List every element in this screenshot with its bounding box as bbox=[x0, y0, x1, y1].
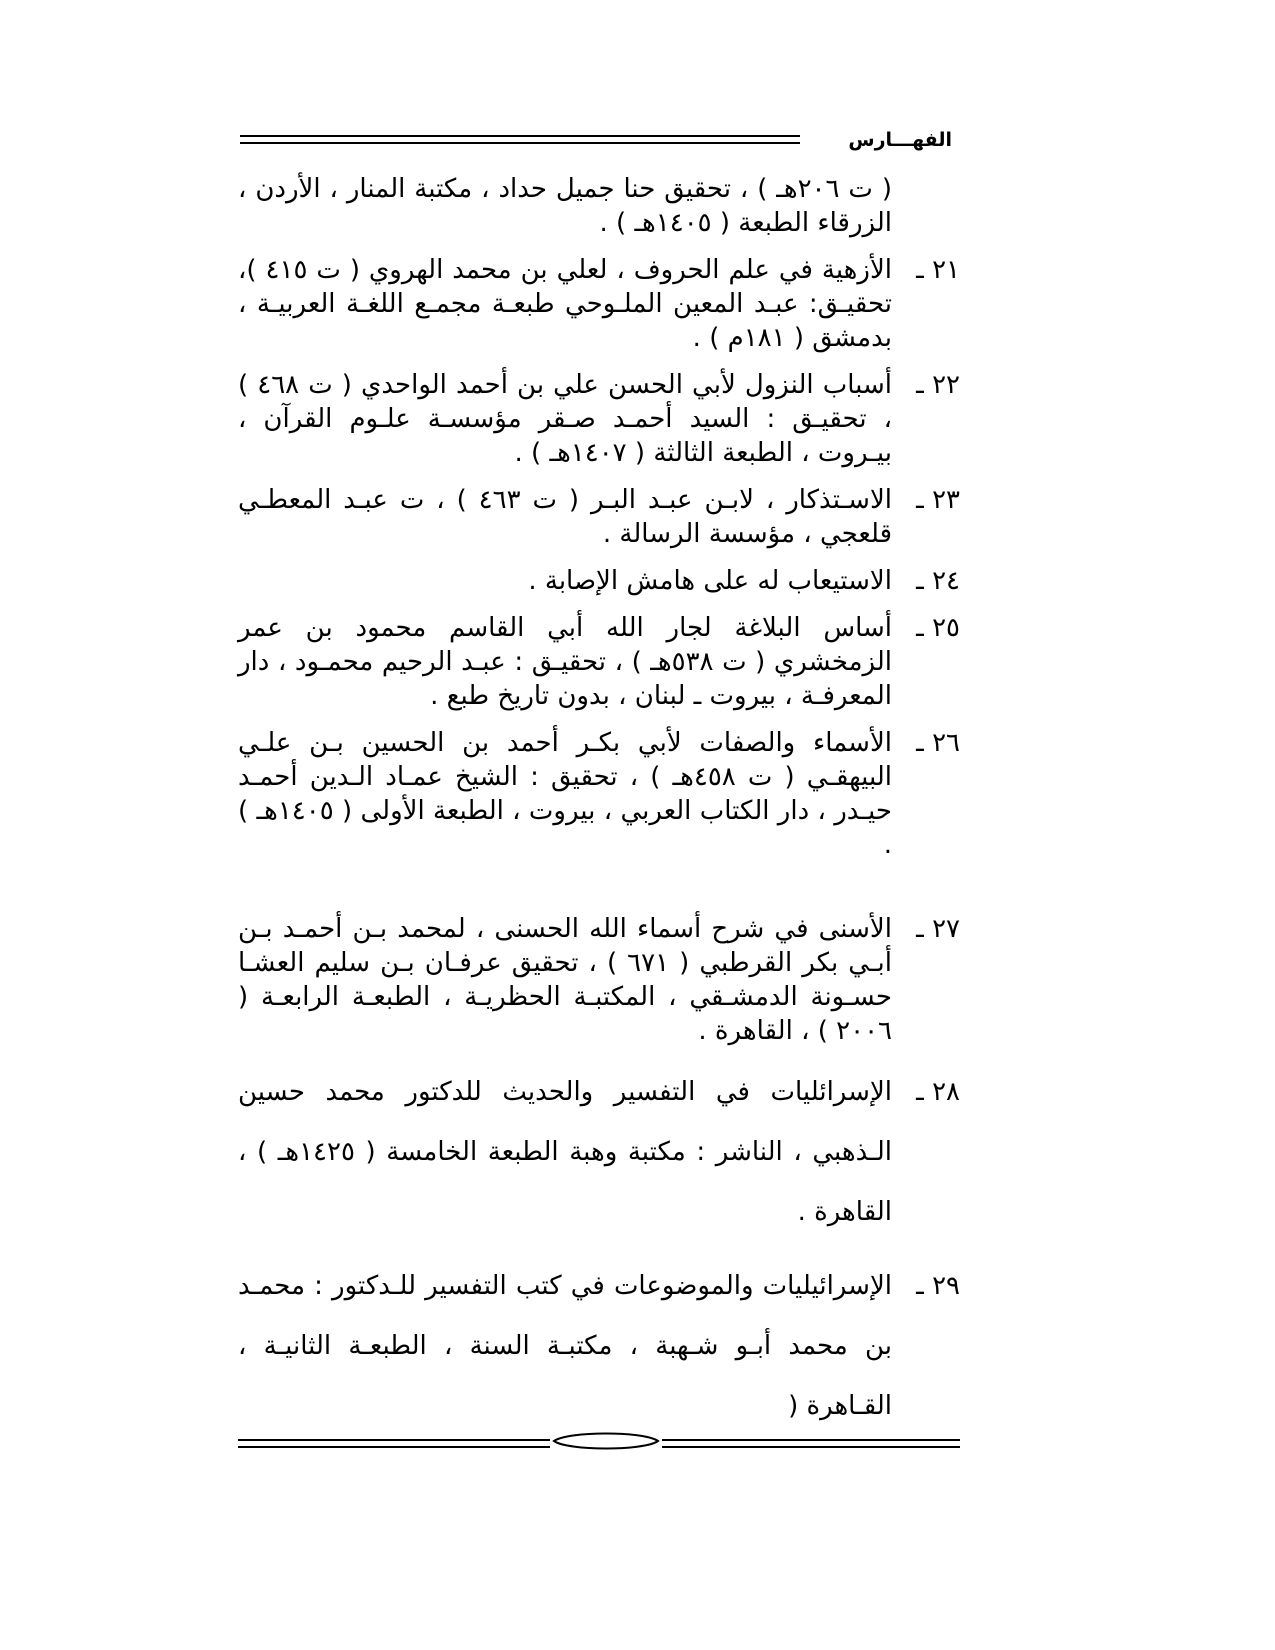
footer-double-rule-right bbox=[662, 1439, 960, 1448]
entry-text: الأسنى في شرح أسماء الله الحسنى ، لمحمد بـن أحمـد بـن أبـي بكر القرطبي ( ٦٧١ ) ، تحقيق عرفـان بـن سليم العشـا حسـونة الدمشـقي ، المكتبـة الحظريـة ، الطبعـة الرابعـة ( ٢٠٠٦ ) ، القاهرة . bbox=[238, 914, 892, 1046]
entry-number: ٢٩ ـ bbox=[916, 1271, 960, 1301]
bibliography-entry-27 bbox=[238, 912, 960, 1048]
bibliography-entry-22 bbox=[238, 368, 960, 470]
entry-number: ٢٤ ـ bbox=[916, 566, 960, 596]
entry-text: أساس البلاغة لجار الله أبي القاسم محمود بن عمر الزمخشري ( ت ٥٣٨هـ ) ، تحقيـق : عبـد الرحيم محمـود ، دار المعرفـة ، بيروت ـ لبنان ، بدون تاريخ طبع . bbox=[238, 613, 892, 711]
bibliography-entry-28 bbox=[238, 1062, 960, 1242]
bibliography-entry-26 bbox=[238, 726, 960, 862]
entry-text: الإسرائيليات والموضوعات في كتب التفسير للـدكتور : محمـد بن محمد أبـو شـهبة ، مكتبـة السنة ، الطبعـة الثانيـة ، القـاهرة ( bbox=[238, 1271, 892, 1421]
bibliography-entry-24 bbox=[238, 564, 960, 598]
entry-number: ٢٣ ـ bbox=[916, 485, 960, 515]
entry-text: الاسـتذكار ، لابـن عبـد البـر ( ت ٤٦٣ ) ، ت عبـد المعطـي قلعجي ، مؤسسة الرسالة . bbox=[238, 485, 893, 549]
entry-number: ٢٧ ـ bbox=[916, 914, 960, 944]
page-footer-ornament bbox=[238, 1430, 960, 1460]
entry-number: ٢١ ـ bbox=[916, 255, 960, 285]
header-double-rule-left bbox=[240, 135, 800, 144]
footer-double-rule-left bbox=[238, 1439, 550, 1448]
entry-text: الأسماء والصفات لأبي بكـر أحمد بن الحسين بـن علـي البيهقـي ( ت ٤٥٨هـ ) ، تحقيق : الشيخ عمـاد الـدين أحمـد حيـدر ، دار الكتاب العربي ، بيروت ، الطبعة الأولى ( ١٤٠٥هـ ) . bbox=[238, 728, 892, 860]
running-head-title: الفهـــارس bbox=[838, 127, 960, 153]
entry-text: أسباب النزول لأبي الحسن علي بن أحمد الواحدي ( ت ٤٦٨ ) ، تحقيـق : السيد أحمـد صـقر مؤسسـة علـوم القرآن ، بيـروت ، الطبعة الثالثة ( ١٤٠٧هـ ) . bbox=[238, 370, 892, 468]
bibliography-entry-21 bbox=[238, 253, 960, 355]
bibliography-entry-continuation bbox=[238, 172, 960, 240]
bibliography-list bbox=[238, 172, 960, 1421]
page-header bbox=[240, 125, 960, 155]
entry-text: ( ت ٢٠٦هـ ) ، تحقيق حنا جميل حداد ، مكتبة المنار ، الأردن ، الزرقاء الطبعة ( ١٤٠٥هـ ) . bbox=[238, 174, 892, 238]
entry-number: ٢٥ ـ bbox=[916, 613, 960, 643]
bibliography-entry-23 bbox=[238, 483, 960, 551]
entry-number: ٢٨ ـ bbox=[916, 1077, 960, 1107]
entry-text: الاستيعاب له على هامش الإصابة . bbox=[528, 566, 892, 596]
bibliography-entry-29 bbox=[238, 1256, 960, 1436]
entry-text: الإسرائليات في التفسير والحديث للدكتور محمد حسين الـذهبي ، الناشر : مكتبة وهبة الطبعة الخامسة ( ١٤٢٥هـ ) ، القاهرة . bbox=[238, 1077, 892, 1227]
entry-text: الأزهية في علم الحروف ، لعلي بن محمد الهروي ( ت ٤١٥ )، تحقيـق: عبـد المعين الملـوحي طبعـة مجمـع اللغـة العربيـة ، بدمشق ( ١٨١م ) . bbox=[238, 255, 893, 353]
footer-oval-ornament bbox=[550, 1430, 662, 1452]
entry-number: ٢٦ ـ bbox=[916, 728, 960, 758]
bibliography-entry-25 bbox=[238, 611, 960, 713]
entry-number: ٢٢ ـ bbox=[916, 370, 960, 400]
